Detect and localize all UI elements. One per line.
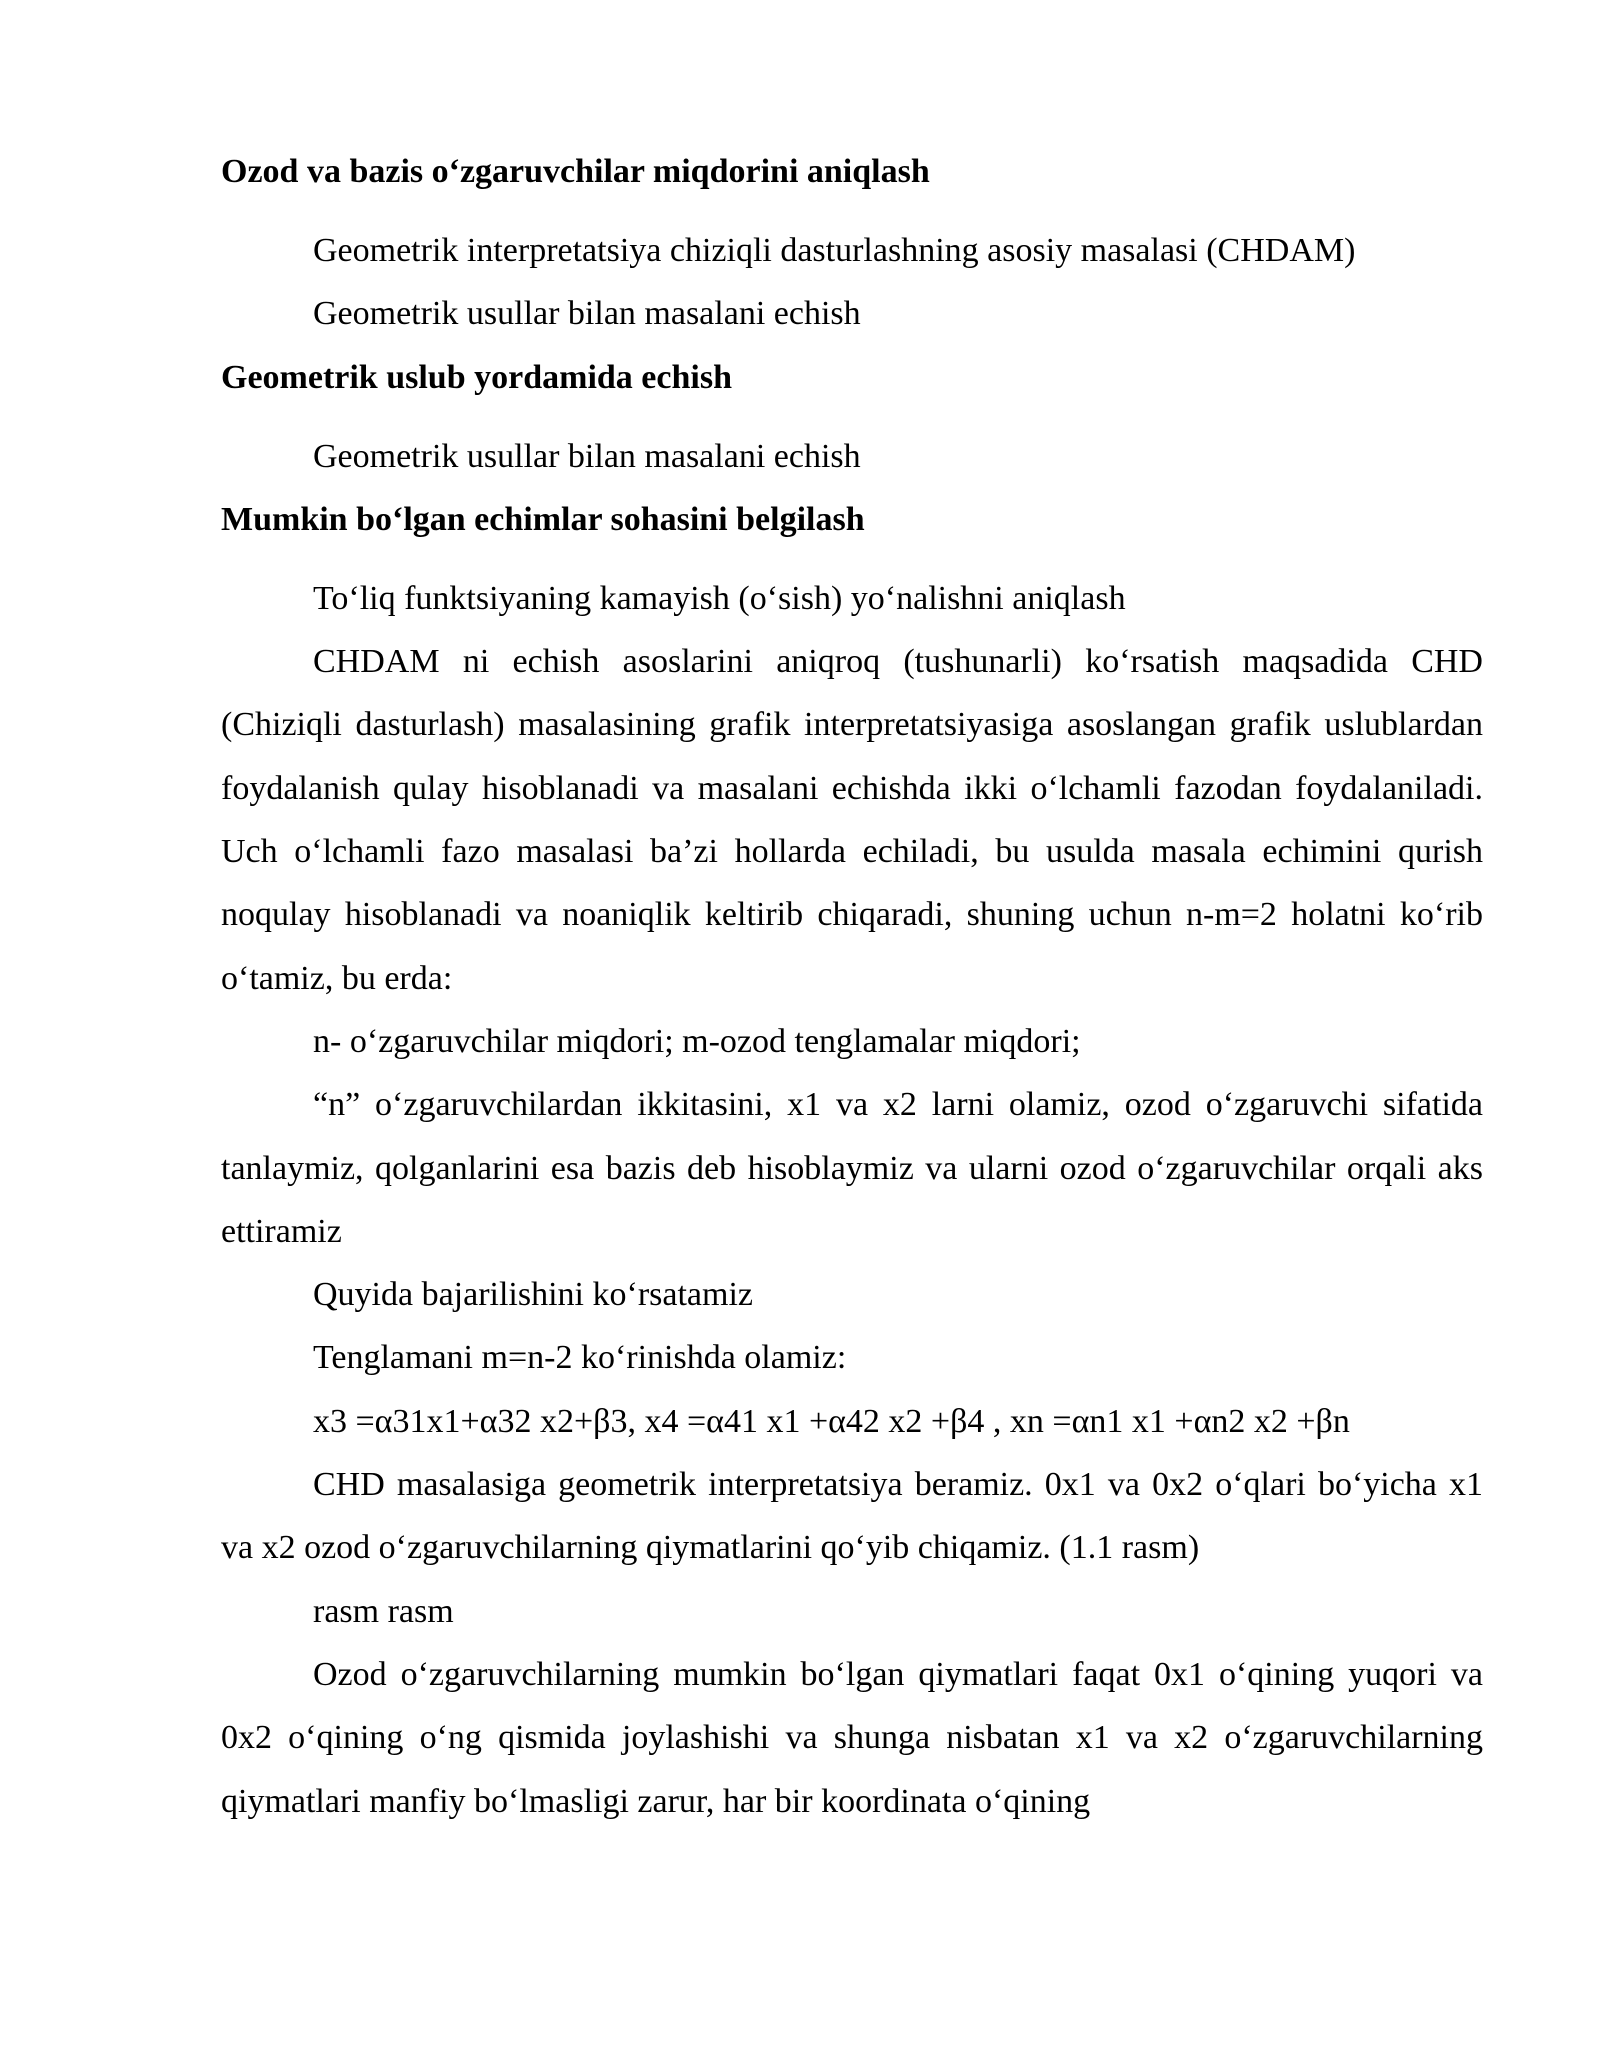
paragraph-feasible-values: Ozod o‘zgaruvchilarning mumkin bo‘lgan qiymatlari faqat 0x1 o‘qining yuqori va 0x2 o‘qining o‘ng qismida joylashishi va shunga nisbatan x1 va x2 o‘zgaruvchilarning qiymatlari manfiy bo‘lmasligi zarur, har bir koordinata o‘qining (221, 1655, 1483, 1820)
paragraph-geometric-interpretation-axes: CHD masalasiga geometrik interpretatsiya beramiz. 0x1 va 0x2 o‘qlari bo‘yicha x1 va x2 ozod o‘zgaruvchilarning qiymatlarini qo‘yib chiqamiz. (1.1 rasm) (221, 1466, 1483, 1567)
paragraph-geometric-interpretation: Geometrik interpretatsiya chiziqli dasturlashning asosiy masalasi (CHDAM) (313, 232, 1356, 269)
paragraph-equation-form: Tenglamani m=n-2 ko‘rinishda olamiz: (313, 1339, 847, 1377)
paragraph-equations: x3 =α31x1+α32 x2+β3, x4 =α41 x1 +α42 x2 +β4 , xn =αn1 x1 +αn2 x2 +βn (313, 1402, 1350, 1440)
paragraph-geometric-methods-2: Geometrik usullar bilan masalani echish (313, 437, 861, 475)
section-heading-free-basis-variables: Ozod va bazis o‘zgaruvchilar miqdorini aniqlash (221, 153, 930, 190)
paragraph-geometric-methods: Geometrik usullar bilan masalani echish (313, 295, 861, 333)
paragraph-select-free-variables: “n” o‘zgaruvchilardan ikkitasini, x1 va x2 larni olamiz, ozod o‘zgaruvchi sifatida tanlaymiz, qolganlarini esa bazis deb hisoblaymiz va ularni ozod o‘zgaruvchilar orqali aks ettiramiz (221, 1086, 1483, 1250)
section-heading-feasible-region: Mumkin bo‘lgan echimlar sohasini belgilash (221, 500, 865, 538)
section-heading-geometric-style: Geometrik uslub yordamida echish (221, 358, 732, 396)
document-page (221, 140, 1483, 1833)
paragraph-show-execution: Quyida bajarilishini ko‘rsatamiz (313, 1276, 753, 1314)
paragraph-chdam-basics: CHDAM ni echish asoslarini aniqroq (tushunarli) ko‘rsatish maqsadida CHD (Chiziqli dasturlash) masalasining grafik interpretatsiyasiga asoslangan grafik uslublardan foydalanish qulay hisoblanadi va masalani echishda ikki o‘lchamli fazodan foydalaniladi. Uch o‘lchamli fazo masalasi ba’zi hollarda echiladi, bu usulda masala echimini qurish noqulay hisoblanadi va noaniqlik keltirib chiqaradi, shuning uchun n-m=2 holatni ko‘rib o‘tamiz, bu erda: (221, 643, 1483, 997)
paragraph-figure-placeholder: rasm rasm (313, 1592, 454, 1630)
paragraph-n-m-definition: n- o‘zgaruvchilar miqdori; m-ozod tenglamalar miqdori; (313, 1022, 1081, 1060)
paragraph-objective-direction: To‘liq funktsiyaning kamayish (o‘sish) yo‘nalishni aniqlash (313, 579, 1126, 617)
